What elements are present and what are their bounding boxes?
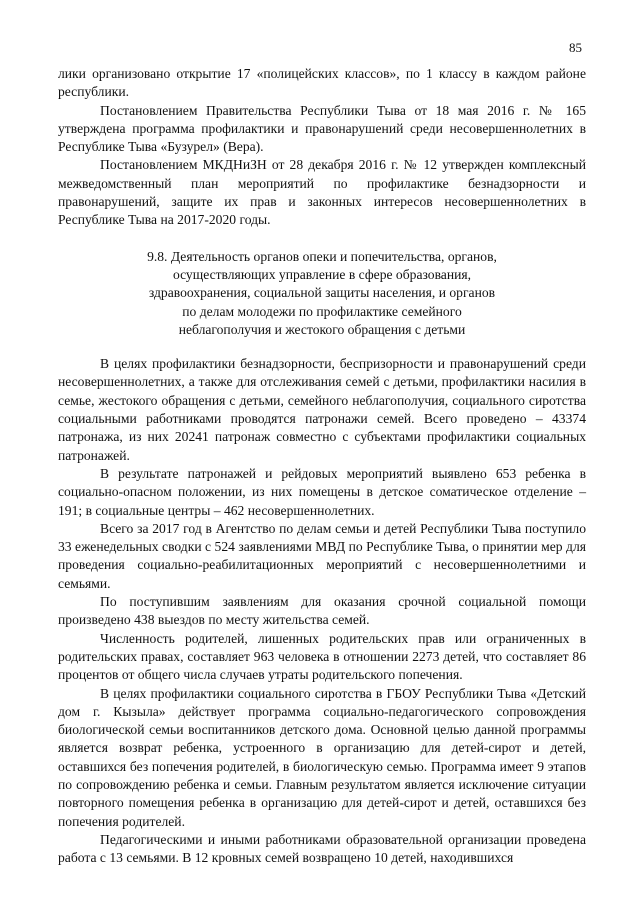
section-heading-line: осуществляющих управление в сфере образования,: [172, 266, 472, 282]
section-heading: [58, 248, 586, 339]
paragraph: В целях профилактики безнадзорности, беспризорности и правонарушений среди несовершеннолетних, а также для отслеживания семей с детьми, профилактики насилия в семье, жестокого обращения с детьми, семейного неблагополучия, социального сиротства социальными работниками проводятся патронажи семей. Всего проведено – 43374 патронажа, из них 20241 патронаж совместно с субъектами профилактики социальных патронажей.: [58, 356, 586, 463]
paragraph: В результате патронажей и рейдовых мероприятий выявлено 653 ребенка в социально-опасном положении, из них помещены в детское соматическое отделение – 191; в социальные центры – 462 несовершеннолетних.: [58, 465, 586, 518]
paragraph: Педагогическими и иными работниками образовательной организации проведена работа с 13 семьями. В 12 кровных семей возвращено 10 детей, находившихся: [58, 831, 586, 866]
paragraph: По поступившим заявлениям для оказания срочной социальной помощи произведено 438 выездов по месту жительства семей.: [58, 594, 586, 628]
paragraph: Постановлением Правительства Республики Тыва от 18 мая 2016 г. № 165 утверждена программа профилактики и правонарушений среди несовершеннолетних в Республике Тыва «Бузурел» (Вера).: [58, 102, 586, 155]
paragraph: Численность родителей, лишенных родительских прав или ограниченных в родительских правах, составляет 963 человека в отношении 2273 детей, что составляет 86 процентов от общего числа случаев утраты родительского попечения.: [58, 630, 586, 683]
section-heading-line: по делам молодежи по профилактике семейного: [182, 303, 462, 319]
paragraph: лики организовано открытие 17 «полицейских классов», по 1 классу в каждом районе республики.: [58, 66, 586, 100]
section-heading-line: неблагополучия и жестокого обращения с детьми: [178, 321, 466, 337]
paragraph: В целях профилактики социального сиротства в ГБОУ Республики Тыва «Детский дом г. Кызыла» действует программа социально-педагогического сопровождения биологической семьи воспитанников детского дома. Основной целью данной программы является возврат ребенка, устроенного в организацию для детей-сирот и детей, оставшихся без попечения родителей, в биологическую семью. Программа имеет 9 этапов по сопровождению ребенка и семьи. Главным результатом является исключение ситуации повторного помещения ребенка в организацию для детей-сирот и детей, оставшихся без попечения родителей.: [58, 685, 586, 829]
page-body: [58, 65, 586, 867]
paragraph: Всего за 2017 год в Агентство по делам семьи и детей Республики Тыва поступило 33 еженедельных сводки с 524 заявлениями МВД по Республике Тыва, о принятии мер для проведения социально-реабилитационных мероприятий с несовершеннолетними и семьями.: [58, 520, 586, 591]
paragraph: Постановлением МКДНиЗН от 28 декабря 2016 г. № 12 утвержден комплексный межведомственный план мероприятий по профилактике безнадзорности и правонарушений, защите их прав и законных интересов несовершеннолетних в Республике Тыва на 2017-2020 годы.: [58, 157, 586, 228]
section-heading-line: здравоохранения, социальной защиты населения, и органов: [148, 285, 496, 301]
page-number: 85: [569, 40, 582, 55]
section-heading-line: 9.8. Деятельность органов опеки и попечительства, органов,: [147, 248, 497, 264]
